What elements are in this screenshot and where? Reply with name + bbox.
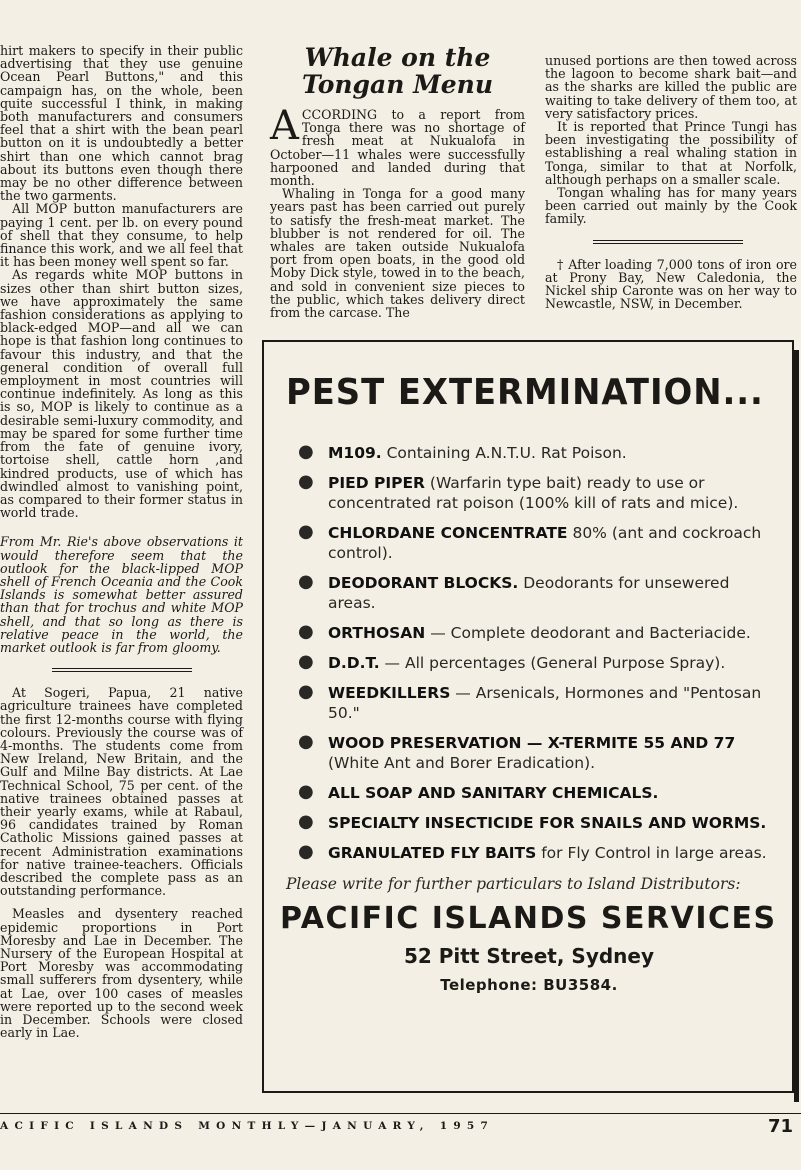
ad-headline: PEST EXTERMINATION... bbox=[286, 372, 764, 413]
product-description: (White Ant and Borer Eradication). bbox=[328, 754, 596, 772]
bullet-icon: ● bbox=[298, 811, 314, 832]
paragraph-sogeri: At Sogeri, Papua, 21 native agriculture trainees have completed the first 12-months course with flying colours. Previously the course was of 4-months. The students come from New Ireland, New Britain, and the Gulf and Milne Bay districts. At Lae Technical School, 75 per cent. of the native trainees obtained passes at their yearly exams, while at Rabaul, 96 candidates trained by Roman Catholic Missions gained passes at recent Administration examinations for native trainee-teachers. Officials described the complete pass as an outstanding performance. bbox=[0, 685, 243, 899]
paragraph-unused-portions: unused portions are then towed across the lagoon to become shark bait—and as the sharks are killed the public are waiting to take delivery of them too, at very satisfactory prices. bbox=[545, 53, 797, 121]
product-description: — Arsenicals, Hormones and "Pentosan 50." bbox=[328, 684, 762, 722]
bullet-icon: ● bbox=[298, 571, 314, 592]
product-item bbox=[286, 813, 772, 833]
company-name: PACIFIC ISLANDS SERVICES bbox=[280, 901, 777, 936]
paragraph-whaling: Whaling in Tonga for a good many years past has been carried out purely to satisfy the fresh-meat market. The blubber is not rendered for oil. The whales are taken outside Nukualofa port from open boats, in the good old Moby Dick style, towed in to the beach, and sold in convenient size pieces to the public, which takes delivery direct from the carcase. The bbox=[270, 186, 525, 321]
paragraph-tongan-whaling: Tongan whaling has for many years been carried out mainly by the Cook family. bbox=[545, 185, 797, 227]
bullet-icon: ● bbox=[298, 471, 314, 492]
product-item bbox=[286, 733, 772, 773]
bullet-icon: ● bbox=[298, 441, 314, 462]
product-name: GRANULATED FLY BAITS bbox=[328, 844, 537, 862]
page-number: 71 bbox=[767, 1116, 793, 1137]
product-description: for Fly Control in large areas. bbox=[536, 844, 767, 862]
product-item bbox=[286, 623, 772, 643]
paragraph-white-mop: As regards white MOP buttons in sizes other than shirt button sizes, we have approximately the same fashion considerations as applying to black-edged MOP—and all we can hope is that fashion long continues to favour this industry, and that the general condition of overall full employment in most countries will continue indefinitely. As long as this is so, MOP is likely to continue as a desirable semi-luxury commodity, and may be spared for some further time from the fate of genuine ivory, tortoise shell, cattle horn ,and kindred products, use of which has dwindled almost to vanishing point, as compared to their former status in world trade. bbox=[0, 267, 243, 521]
middle-column bbox=[270, 44, 525, 319]
product-item bbox=[286, 443, 772, 463]
product-list bbox=[286, 443, 772, 863]
bullet-icon: ● bbox=[298, 621, 314, 642]
product-description: — All percentages (General Purpose Spray). bbox=[379, 654, 726, 672]
company-address: 52 Pitt Street, Sydney bbox=[403, 944, 655, 968]
product-item bbox=[286, 843, 772, 863]
product-name: WEEDKILLERS bbox=[328, 684, 451, 702]
product-description: Containing A.N.T.U. Rat Poison. bbox=[381, 444, 627, 462]
product-description: Deodorants for unsewered areas. bbox=[328, 574, 730, 612]
paragraph-prince-tungi: It is reported that Prince Tungi has been investigating the possibility of establishing a real whaling station in Tonga, similar to that at Norfolk, although perhaps on a smaller scale. bbox=[545, 119, 797, 187]
paragraph-caronte: † After loading 7,000 tons of iron ore at Prony Bay, New Caledonia, the Nickel ship Caronte was on her way to Newcastle, NSW, in December. bbox=[545, 256, 797, 312]
bullet-icon: ● bbox=[298, 731, 314, 752]
product-name: DEODORANT BLOCKS. bbox=[328, 574, 519, 592]
paragraph-mop-manufacturers: All MOP button manufacturers are paying 1 cent. per lb. on every pound of shell that they consume, to help finance this work, and we all feel that it has been money well spent so far. bbox=[0, 201, 243, 270]
product-item bbox=[286, 783, 772, 803]
footer-rule bbox=[0, 1113, 801, 1114]
bullet-icon: ● bbox=[298, 521, 314, 542]
divider bbox=[52, 668, 192, 672]
product-name: D.D.T. bbox=[328, 654, 380, 672]
company-phone: Telephone: BU3584. bbox=[440, 976, 618, 994]
product-item bbox=[286, 653, 772, 673]
bullet-icon: ● bbox=[298, 781, 314, 802]
product-name: M109. bbox=[328, 444, 382, 462]
advertisement bbox=[262, 340, 794, 1093]
divider bbox=[593, 240, 743, 244]
contact-note: Please write for further particulars to Island Distributors: bbox=[286, 875, 741, 893]
paragraph-according: ACCORDING to a report from Tonga there was no shortage of fresh meat at Nukualofa in October—11 whales were successfully harpooned and landed during that month. bbox=[270, 103, 525, 189]
product-name: WOOD PRESERVATION — X-TERMITE 55 AND 77 bbox=[328, 734, 736, 752]
product-item bbox=[286, 523, 772, 563]
product-name: ALL SOAP AND SANITARY CHEMICALS. bbox=[328, 784, 659, 802]
product-name: PIED PIPER bbox=[328, 474, 425, 492]
product-name: SPECIALTY INSECTICIDE FOR SNAILS AND WORMS. bbox=[328, 814, 767, 832]
product-item bbox=[286, 473, 772, 513]
bullet-icon: ● bbox=[298, 841, 314, 862]
product-description: — Complete deodorant and Bacteriacide. bbox=[425, 624, 751, 642]
product-item bbox=[286, 573, 772, 613]
product-description: 80% (ant and cockroach control). bbox=[328, 524, 762, 562]
bullet-icon: ● bbox=[298, 651, 314, 672]
bullet-icon: ● bbox=[298, 681, 314, 702]
product-name: ORTHOSAN bbox=[328, 624, 426, 642]
paragraph-measles: Measles and dysentery reached epidemic proportions in Port Moresby and Lae in December. The Nursery of the European Hospital at Port Moresby was accommodating small sufferers from dysentery, while at Lae, over 100 cases of measles were reported up to the second week in December. Schools were closed early in Lae. bbox=[0, 906, 243, 1041]
editor-note: From Mr. Rie's above observations it would therefore seem that the outlook for the black-lipped MOP shell of French Oceania and the Cook Islands is somewhat better assured than that for trochus and white MOP shell, and that so long as there is relative peace in the world, the market outlook is far from gloomy. bbox=[0, 534, 243, 655]
right-column bbox=[545, 54, 797, 310]
product-name: CHLORDANE CONCENTRATE bbox=[328, 524, 568, 542]
paragraph-shirt-makers: hirt makers to specify in their public advertising that they use genuine Ocean Pearl Buttons," and this campaign has, on the whole, been quite successful I think, in making both manufacturers and consumers feel that a shirt with the bean pearl button on it is undoubtedly a better shirt than one which cannot brag about its buttons even though there may be no other difference between the two garments. bbox=[0, 43, 243, 204]
product-item bbox=[286, 683, 772, 723]
left-column bbox=[0, 44, 243, 1039]
article-title: Whale on the Tongan Menu bbox=[301, 43, 494, 99]
running-footer: ACIFIC ISLANDS MONTHLY—JANUARY, 1957 bbox=[0, 1120, 495, 1132]
product-description: (Warfarin type bait) ready to use or concentrated rat poison (100% kill of rats and mice). bbox=[328, 474, 739, 512]
